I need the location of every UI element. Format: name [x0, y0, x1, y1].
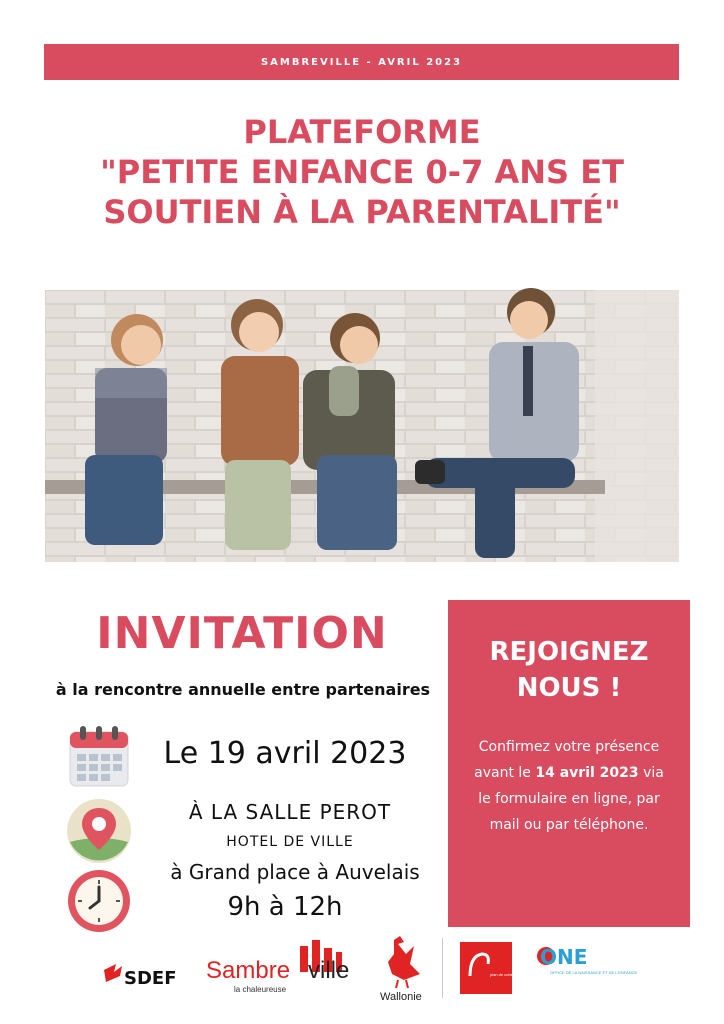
- event-place: à Grand place à Auvelais: [170, 860, 420, 884]
- event-hours: 9h à 12h: [227, 892, 343, 922]
- children-photo: [45, 290, 679, 562]
- calendar-icon: [66, 724, 132, 790]
- sambreville-sambre: Sambre: [206, 957, 291, 984]
- one-logo: [536, 942, 638, 982]
- logo-divider: [442, 938, 443, 998]
- join-us-title: [448, 634, 690, 706]
- join-us-text: [466, 734, 672, 838]
- pcs-logo-text: plan de cohésion sociale: [490, 972, 534, 977]
- title-line-3: SOUTIEN À LA PARENTALITÉ": [103, 193, 621, 231]
- event-venue: À LA SALLE PEROT: [188, 800, 392, 824]
- invitation-subtitle: à la rencontre annuelle entre partenaires: [55, 680, 431, 699]
- one-logo-tagline: OFFICE DE LA NAISSANCE ET DE L'ENFANCE: [550, 970, 638, 975]
- partner-logos: [0, 930, 724, 1024]
- join-us-line-2: NOUS !: [516, 673, 622, 703]
- location-pin-icon: [66, 798, 132, 864]
- wallonie-text: Wallonie: [380, 991, 422, 1003]
- sambreville-tagline: la chaleureuse: [234, 985, 287, 994]
- page-title: [20, 112, 704, 232]
- invitation-heading: INVITATION: [96, 608, 388, 659]
- event-hotel: HOTEL DE VILLE: [226, 834, 354, 850]
- sdef-logo-text: SDEF: [124, 968, 177, 989]
- sambreville-logo: [204, 938, 360, 1000]
- banner-text: SAMBREVILLE - AVRIL 2023: [260, 56, 463, 68]
- top-banner: [44, 44, 679, 80]
- join-us-panel: [448, 600, 690, 927]
- title-line-2: "PETITE ENFANCE 0-7 ANS ET: [100, 153, 624, 191]
- one-logo-text: ONE: [540, 945, 588, 969]
- title-line-1: PLATEFORME: [243, 113, 481, 151]
- join-us-text-b: via le formulaire en ligne, par mail ou par téléphone.: [478, 765, 664, 833]
- join-us-text-a: Confirmez votre présence avant le: [474, 739, 660, 781]
- sambreville-ville: ville: [308, 957, 350, 984]
- sdef-logo: [100, 954, 176, 994]
- pcs-logo: [460, 942, 534, 994]
- clock-icon: [66, 868, 132, 934]
- wallonie-logo: [374, 934, 434, 1004]
- join-us-line-1: REJOIGNEZ: [489, 637, 649, 667]
- join-us-deadline: 14 avril 2023: [535, 765, 639, 781]
- event-date: Le 19 avril 2023: [163, 736, 407, 771]
